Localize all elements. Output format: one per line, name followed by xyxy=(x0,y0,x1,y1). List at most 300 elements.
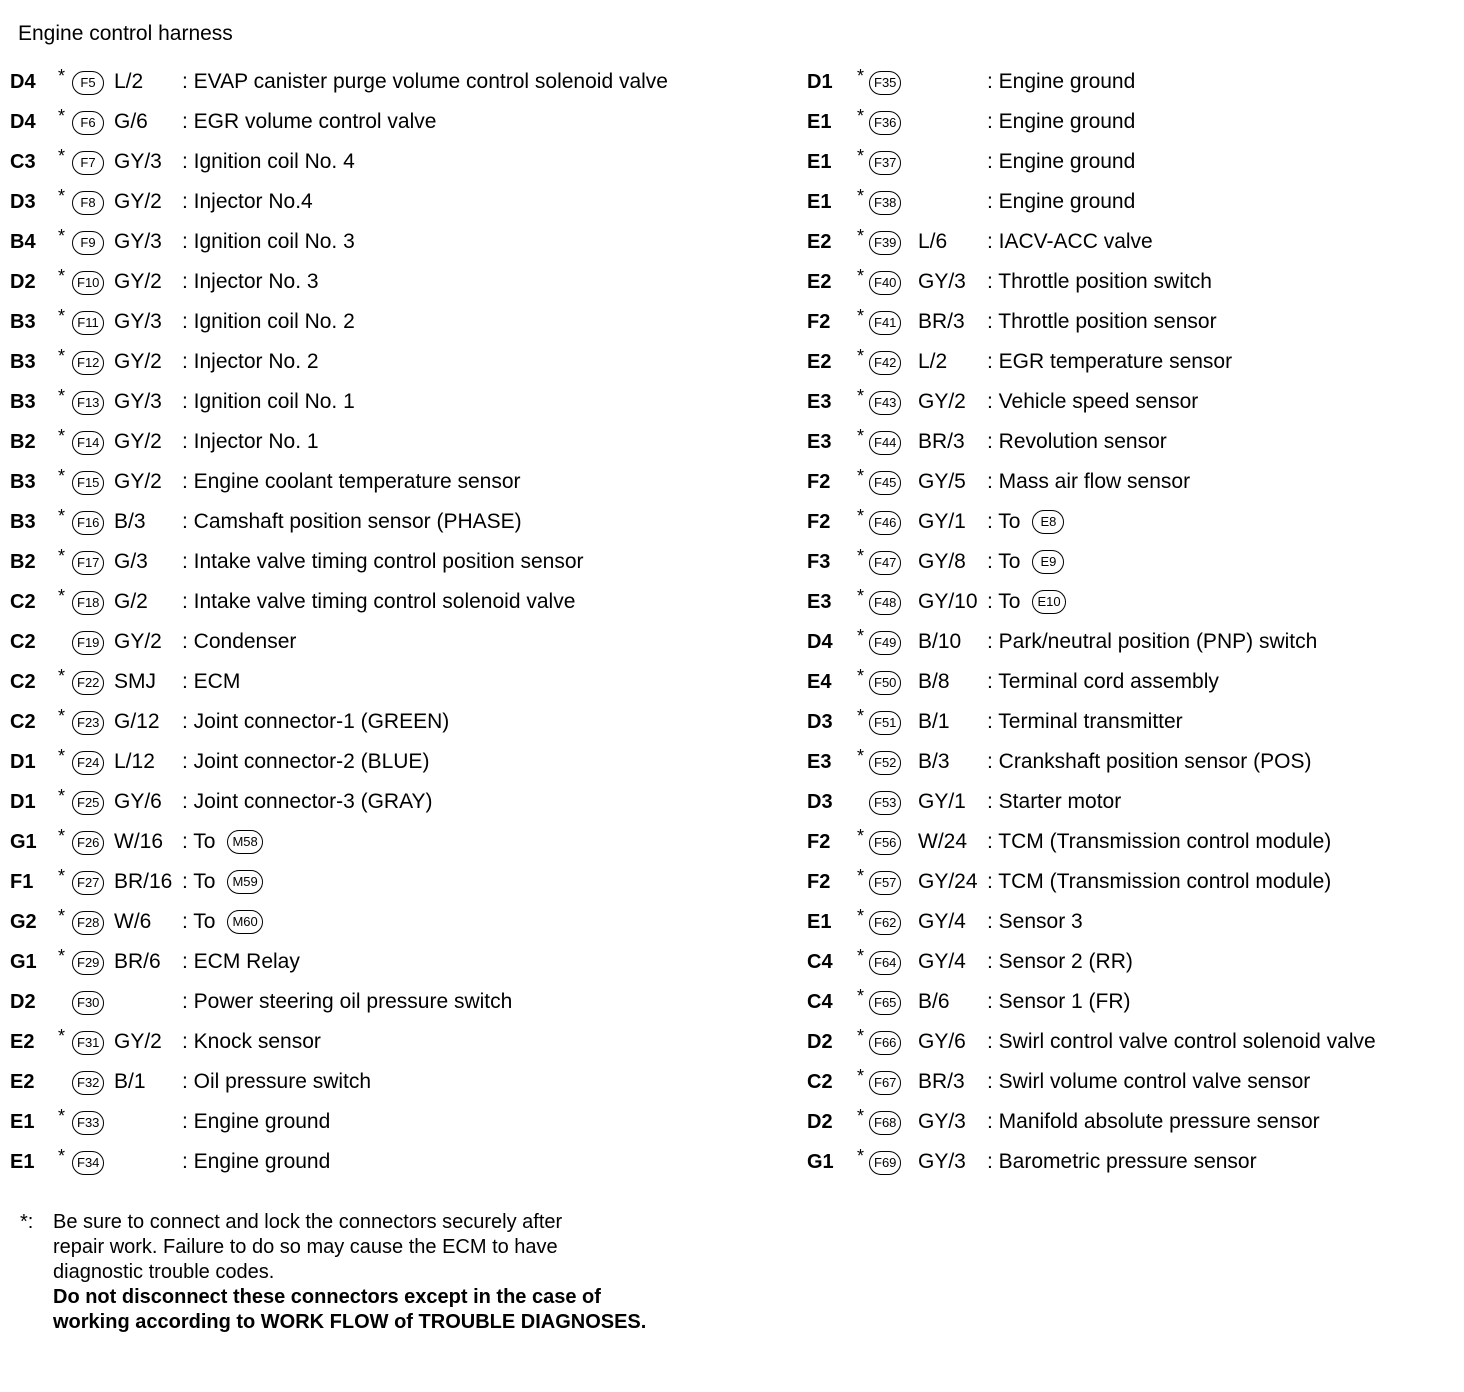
grid-reference: E2 xyxy=(10,1031,35,1053)
grid-reference: B3 xyxy=(10,511,36,533)
connector-spec: GY/3 xyxy=(918,270,966,293)
connector-badge: F53 xyxy=(869,791,901,815)
connector-spec: GY/2 xyxy=(114,190,162,213)
connector-description xyxy=(987,1022,1376,1062)
connector-spec: L/2 xyxy=(918,350,948,373)
connector-badge: F5 xyxy=(72,71,104,95)
grid-reference: D4 xyxy=(10,111,36,133)
connector-badge: F43 xyxy=(869,391,901,415)
grid-reference: B3 xyxy=(10,471,36,493)
connector-badge: F17 xyxy=(72,551,104,575)
connector-description xyxy=(987,142,1135,182)
connector-badge: F31 xyxy=(72,1031,104,1055)
grid-reference: G1 xyxy=(10,831,37,853)
grid-reference: F2 xyxy=(807,471,831,493)
target-connector-badge: E9 xyxy=(1032,550,1064,574)
lock-asterisk: * xyxy=(857,986,865,1006)
lock-asterisk: * xyxy=(857,706,865,726)
connector-badge: F68 xyxy=(869,1111,901,1135)
grid-reference: E1 xyxy=(807,111,832,133)
connector-description-text: : Sensor 3 xyxy=(987,910,1083,933)
connector-description-text: : Terminal cord assembly xyxy=(987,670,1219,693)
connector-description xyxy=(182,542,584,582)
connector-badge: F6 xyxy=(72,111,104,135)
lock-asterisk: * xyxy=(857,826,865,846)
connector-description-text: : Injector No. 2 xyxy=(182,350,319,373)
connector-badge: F41 xyxy=(869,311,901,335)
connector-spec: BR/6 xyxy=(114,950,161,973)
connector-description xyxy=(182,1142,330,1182)
connector-description xyxy=(987,302,1217,342)
connector-spec: L/6 xyxy=(918,230,948,253)
connector-badge: F12 xyxy=(72,351,104,375)
connector-badge: F26 xyxy=(72,831,104,855)
grid-reference: E3 xyxy=(807,391,832,413)
connector-badge: F25 xyxy=(72,791,104,815)
lock-asterisk: * xyxy=(857,266,865,286)
lock-asterisk: * xyxy=(58,266,66,286)
connector-description-text: : Swirl volume control valve sensor xyxy=(987,1070,1311,1093)
connector-description-text: : Sensor 2 (RR) xyxy=(987,950,1133,973)
connector-spec: GY/2 xyxy=(114,630,162,653)
connector-description xyxy=(182,822,263,862)
connector-description xyxy=(987,942,1133,982)
connector-badge: F48 xyxy=(869,591,901,615)
connector-spec: B/3 xyxy=(114,510,146,533)
connector-description-text: : Throttle position sensor xyxy=(987,310,1217,333)
connector-description xyxy=(182,342,319,382)
connector-description xyxy=(987,222,1153,262)
lock-asterisk: * xyxy=(857,426,865,446)
page-title: Engine control harness xyxy=(18,22,233,45)
lock-asterisk: * xyxy=(857,546,865,566)
connector-description xyxy=(182,302,355,342)
grid-reference: E1 xyxy=(10,1151,35,1173)
grid-reference: B3 xyxy=(10,391,36,413)
connector-description-text: : TCM (Transmission control module) xyxy=(987,870,1332,893)
connector-description-text: : Intake valve timing control solenoid valve xyxy=(182,590,576,613)
connector-badge: F34 xyxy=(72,1151,104,1175)
lock-asterisk: * xyxy=(857,306,865,326)
connector-badge: F16 xyxy=(72,511,104,535)
connector-description-text: : Sensor 1 (FR) xyxy=(987,990,1131,1013)
lock-asterisk: * xyxy=(58,866,66,886)
connector-description-text: : Condenser xyxy=(182,630,297,653)
grid-reference: D2 xyxy=(807,1111,833,1133)
connector-description xyxy=(182,1062,371,1102)
lock-asterisk: * xyxy=(58,186,66,206)
grid-reference: B2 xyxy=(10,431,36,453)
connector-badge: F36 xyxy=(869,111,901,135)
connector-spec: L/12 xyxy=(114,750,155,773)
grid-reference: B4 xyxy=(10,231,36,253)
grid-reference: C3 xyxy=(10,151,36,173)
connector-description xyxy=(182,62,668,102)
connector-spec: W/24 xyxy=(918,830,968,853)
footnote-line: repair work. Failure to do so may cause the ECM to have xyxy=(53,1236,558,1258)
lock-asterisk: * xyxy=(857,666,865,686)
connector-spec: GY/4 xyxy=(918,950,966,973)
lock-asterisk: * xyxy=(857,386,865,406)
connector-spec: W/6 xyxy=(114,910,152,933)
connector-spec: GY/4 xyxy=(918,910,966,933)
connector-spec: GY/2 xyxy=(114,270,162,293)
lock-asterisk: * xyxy=(857,1066,865,1086)
connector-spec: GY/6 xyxy=(918,1030,966,1053)
connector-spec: L/2 xyxy=(114,70,144,93)
lock-asterisk: * xyxy=(857,106,865,126)
grid-reference: F2 xyxy=(807,311,831,333)
connector-badge: F64 xyxy=(869,951,901,975)
grid-reference: C2 xyxy=(10,631,36,653)
connector-badge: F62 xyxy=(869,911,901,935)
connector-spec: BR/3 xyxy=(918,430,965,453)
grid-reference: B3 xyxy=(10,311,36,333)
connector-badge: F37 xyxy=(869,151,901,175)
connector-description-text: : To xyxy=(987,510,1021,533)
connector-description xyxy=(182,142,355,182)
connector-spec: B/3 xyxy=(918,750,950,773)
connector-spec: GY/2 xyxy=(114,1030,162,1053)
footnote-warning-line: working according to WORK FLOW of TROUBLE DIAGNOSES. xyxy=(53,1311,647,1333)
grid-reference: E1 xyxy=(807,151,832,173)
lock-asterisk: * xyxy=(857,186,865,206)
connector-spec: GY/2 xyxy=(114,350,162,373)
connector-description-text: : Mass air flow sensor xyxy=(987,470,1191,493)
connector-spec: GY/1 xyxy=(918,790,966,813)
grid-reference: D3 xyxy=(807,791,833,813)
connector-badge: F29 xyxy=(72,951,104,975)
connector-badge: F56 xyxy=(869,831,901,855)
grid-reference: D2 xyxy=(10,991,36,1013)
lock-asterisk: * xyxy=(58,506,66,526)
connector-badge: F30 xyxy=(72,991,104,1015)
connector-description xyxy=(987,582,1066,622)
connector-description xyxy=(182,862,263,902)
lock-asterisk: * xyxy=(58,1106,66,1126)
connector-spec: G/6 xyxy=(114,110,148,133)
connector-description xyxy=(182,662,240,702)
grid-reference: D4 xyxy=(10,71,36,93)
connector-description xyxy=(182,582,575,622)
connector-description-text: : Starter motor xyxy=(987,790,1122,813)
connector-badge: F19 xyxy=(72,631,104,655)
connector-spec: GY/8 xyxy=(918,550,966,573)
connector-badge: F7 xyxy=(72,151,104,175)
connector-badge: F23 xyxy=(72,711,104,735)
connector-description xyxy=(182,622,296,662)
lock-asterisk: * xyxy=(857,746,865,766)
connector-description xyxy=(182,782,433,822)
connector-description-text: : Intake valve timing control position sensor xyxy=(182,550,584,573)
connector-badge: F40 xyxy=(869,271,901,295)
connector-badge: F50 xyxy=(869,671,901,695)
connector-description xyxy=(987,782,1121,822)
connector-description-text: : To xyxy=(182,830,216,853)
connector-spec: GY/3 xyxy=(918,1150,966,1173)
lock-asterisk: * xyxy=(58,466,66,486)
connector-description-text: : Terminal transmitter xyxy=(987,710,1183,733)
connector-description-text: : Park/neutral position (PNP) switch xyxy=(987,630,1318,653)
lock-asterisk: * xyxy=(857,1106,865,1126)
grid-reference: E3 xyxy=(807,431,832,453)
lock-asterisk: * xyxy=(58,746,66,766)
connector-badge: F51 xyxy=(869,711,901,735)
lock-asterisk: * xyxy=(58,106,66,126)
lock-asterisk: * xyxy=(58,906,66,926)
connector-description xyxy=(182,262,319,302)
connector-description-text: : Engine ground xyxy=(987,70,1136,93)
grid-reference: E4 xyxy=(807,671,832,693)
connector-badge: F35 xyxy=(869,71,901,95)
grid-reference: B3 xyxy=(10,351,36,373)
lock-asterisk: * xyxy=(857,626,865,646)
lock-asterisk: * xyxy=(857,866,865,886)
connector-spec: B/6 xyxy=(918,990,950,1013)
connector-badge: F8 xyxy=(72,191,104,215)
connector-description xyxy=(987,822,1331,862)
grid-reference: E3 xyxy=(807,751,832,773)
connector-badge: F14 xyxy=(72,431,104,455)
connector-description xyxy=(987,382,1198,422)
grid-reference: G2 xyxy=(10,911,37,933)
connector-spec: G/2 xyxy=(114,590,148,613)
connector-badge: F47 xyxy=(869,551,901,575)
connector-spec: GY/3 xyxy=(114,230,162,253)
connector-description-text: : Barometric pressure sensor xyxy=(987,1150,1257,1173)
connector-spec: GY/3 xyxy=(114,150,162,173)
connector-description xyxy=(182,182,313,222)
connector-badge: F65 xyxy=(869,991,901,1015)
connector-description-text: : To xyxy=(182,910,216,933)
grid-reference: F3 xyxy=(807,551,831,573)
connector-badge: F27 xyxy=(72,871,104,895)
connector-description xyxy=(987,702,1183,742)
connector-badge: F13 xyxy=(72,391,104,415)
connector-badge: F24 xyxy=(72,751,104,775)
connector-badge: F69 xyxy=(869,1151,901,1175)
connector-description-text: : Throttle position switch xyxy=(987,270,1212,293)
grid-reference: C4 xyxy=(807,951,833,973)
connector-badge: F67 xyxy=(869,1071,901,1095)
connector-spec: GY/3 xyxy=(114,310,162,333)
connector-spec: SMJ xyxy=(114,670,156,693)
connector-description xyxy=(987,622,1317,662)
connector-description xyxy=(987,1102,1320,1142)
connector-badge: F49 xyxy=(869,631,901,655)
grid-reference: E3 xyxy=(807,591,832,613)
grid-reference: E2 xyxy=(10,1071,35,1093)
footnote-mark: *: xyxy=(20,1211,34,1233)
connector-description-text: : To xyxy=(182,870,216,893)
connector-description xyxy=(987,742,1311,782)
connector-description-text: : Crankshaft position sensor (POS) xyxy=(987,750,1312,773)
connector-description-text: : EVAP canister purge volume control solenoid valve xyxy=(182,70,668,93)
connector-description-text: : Joint connector-2 (BLUE) xyxy=(182,750,430,773)
connector-description-text: : Oil pressure switch xyxy=(182,1070,372,1093)
connector-description-text: : Engine coolant temperature sensor xyxy=(182,470,521,493)
grid-reference: C2 xyxy=(10,671,36,693)
grid-reference: E2 xyxy=(807,231,832,253)
connector-description-text: : To xyxy=(987,590,1021,613)
connector-badge: F42 xyxy=(869,351,901,375)
grid-reference: E2 xyxy=(807,351,832,373)
lock-asterisk: * xyxy=(857,946,865,966)
connector-badge: F38 xyxy=(869,191,901,215)
lock-asterisk: * xyxy=(58,1146,66,1166)
lock-asterisk: * xyxy=(58,586,66,606)
grid-reference: D1 xyxy=(807,71,833,93)
lock-asterisk: * xyxy=(58,946,66,966)
connector-description xyxy=(987,102,1135,142)
lock-asterisk: * xyxy=(58,1026,66,1046)
grid-reference: E2 xyxy=(807,271,832,293)
connector-badge: F52 xyxy=(869,751,901,775)
connector-description xyxy=(987,262,1212,302)
connector-description-text: : Ignition coil No. 1 xyxy=(182,390,355,413)
connector-description-text: : EGR volume control valve xyxy=(182,110,437,133)
connector-description-text: : ECM Relay xyxy=(182,950,300,973)
grid-reference: D4 xyxy=(807,631,833,653)
lock-asterisk: * xyxy=(857,346,865,366)
lock-asterisk: * xyxy=(58,306,66,326)
connector-description-text: : IACV-ACC valve xyxy=(987,230,1153,253)
connector-badge: F66 xyxy=(869,1031,901,1055)
connector-description-text: : EGR temperature sensor xyxy=(987,350,1233,373)
connector-description xyxy=(182,742,429,782)
lock-asterisk: * xyxy=(58,66,66,86)
grid-reference: B2 xyxy=(10,551,36,573)
footnote-line: Be sure to connect and lock the connectors securely after xyxy=(53,1211,563,1233)
footnote-warning-line: Do not disconnect these connectors except in the case of xyxy=(53,1286,601,1308)
connector-description xyxy=(987,982,1131,1022)
connector-description xyxy=(987,542,1064,582)
connector-badge: F57 xyxy=(869,871,901,895)
grid-reference: F2 xyxy=(807,511,831,533)
connector-spec: GY/10 xyxy=(918,590,978,613)
connector-description xyxy=(987,502,1064,542)
connector-description xyxy=(182,102,436,142)
connector-spec: GY/3 xyxy=(114,390,162,413)
connector-spec: W/16 xyxy=(114,830,164,853)
lock-asterisk: * xyxy=(857,906,865,926)
connector-spec: B/10 xyxy=(918,630,962,653)
connector-description xyxy=(987,342,1232,382)
target-connector-badge: E8 xyxy=(1032,510,1064,534)
target-connector-badge: M59 xyxy=(227,870,262,894)
connector-badge: F33 xyxy=(72,1111,104,1135)
connector-spec: GY/1 xyxy=(918,510,966,533)
connector-description-text: : Engine ground xyxy=(987,150,1136,173)
lock-asterisk: * xyxy=(857,226,865,246)
target-connector-badge: M60 xyxy=(227,910,262,934)
connector-description xyxy=(987,422,1167,462)
connector-description xyxy=(987,862,1331,902)
connector-spec: GY/3 xyxy=(918,1110,966,1133)
connector-description-text: : Engine ground xyxy=(182,1110,331,1133)
lock-asterisk: * xyxy=(857,1026,865,1046)
connector-spec: GY/24 xyxy=(918,870,978,893)
lock-asterisk: * xyxy=(857,466,865,486)
connector-description-text: : Injector No. 3 xyxy=(182,270,319,293)
grid-reference: F1 xyxy=(10,871,34,893)
connector-description xyxy=(182,982,512,1022)
connector-spec: GY/2 xyxy=(918,390,966,413)
connector-description-text: : ECM xyxy=(182,670,241,693)
grid-reference: E1 xyxy=(807,911,832,933)
connector-description xyxy=(182,942,300,982)
lock-asterisk: * xyxy=(58,666,66,686)
connector-badge: F10 xyxy=(72,271,104,295)
connector-description xyxy=(987,902,1083,942)
lock-asterisk: * xyxy=(857,146,865,166)
footnote-line: diagnostic trouble codes. xyxy=(53,1261,275,1283)
connector-description xyxy=(987,1062,1310,1102)
lock-asterisk: * xyxy=(58,386,66,406)
connector-description xyxy=(182,1022,321,1062)
connector-badge: F22 xyxy=(72,671,104,695)
connector-description xyxy=(182,502,522,542)
lock-asterisk: * xyxy=(58,146,66,166)
connector-badge: F15 xyxy=(72,471,104,495)
connector-description xyxy=(182,1102,330,1142)
lock-asterisk: * xyxy=(857,1146,865,1166)
connector-badge: F32 xyxy=(72,1071,104,1095)
connector-spec: B/1 xyxy=(918,710,950,733)
connector-description xyxy=(987,462,1190,502)
connector-description-text: : Revolution sensor xyxy=(987,430,1167,453)
grid-reference: G1 xyxy=(10,951,37,973)
connector-description-text: : Manifold absolute pressure sensor xyxy=(987,1110,1320,1133)
grid-reference: D1 xyxy=(10,791,36,813)
connector-spec: B/1 xyxy=(114,1070,146,1093)
connector-description xyxy=(987,182,1135,222)
connector-description xyxy=(182,422,319,462)
lock-asterisk: * xyxy=(58,826,66,846)
lock-asterisk: * xyxy=(58,346,66,366)
lock-asterisk: * xyxy=(58,426,66,446)
connector-description xyxy=(182,462,521,502)
connector-description xyxy=(182,222,355,262)
connector-spec: G/3 xyxy=(114,550,148,573)
target-connector-badge: E10 xyxy=(1032,590,1065,614)
lock-asterisk: * xyxy=(857,506,865,526)
connector-description-text: : Engine ground xyxy=(987,190,1136,213)
grid-reference: D3 xyxy=(10,191,36,213)
connector-description-text: : Vehicle speed sensor xyxy=(987,390,1199,413)
grid-reference: G1 xyxy=(807,1151,834,1173)
grid-reference: C4 xyxy=(807,991,833,1013)
connector-description xyxy=(182,902,263,942)
grid-reference: E1 xyxy=(10,1111,35,1133)
grid-reference: C2 xyxy=(10,591,36,613)
connector-description-text: : Swirl control valve control solenoid valve xyxy=(987,1030,1376,1053)
lock-asterisk: * xyxy=(857,586,865,606)
connector-description-text: : Joint connector-3 (GRAY) xyxy=(182,790,433,813)
connector-description-text: : Camshaft position sensor (PHASE) xyxy=(182,510,522,533)
connector-spec: B/8 xyxy=(918,670,950,693)
connector-spec: GY/6 xyxy=(114,790,162,813)
lock-asterisk: * xyxy=(58,706,66,726)
target-connector-badge: M58 xyxy=(227,830,262,854)
connector-badge: F45 xyxy=(869,471,901,495)
grid-reference: D2 xyxy=(807,1031,833,1053)
grid-reference: C2 xyxy=(10,711,36,733)
grid-reference: D1 xyxy=(10,751,36,773)
connector-spec: GY/2 xyxy=(114,470,162,493)
lock-asterisk: * xyxy=(857,66,865,86)
connector-badge: F9 xyxy=(72,231,104,255)
